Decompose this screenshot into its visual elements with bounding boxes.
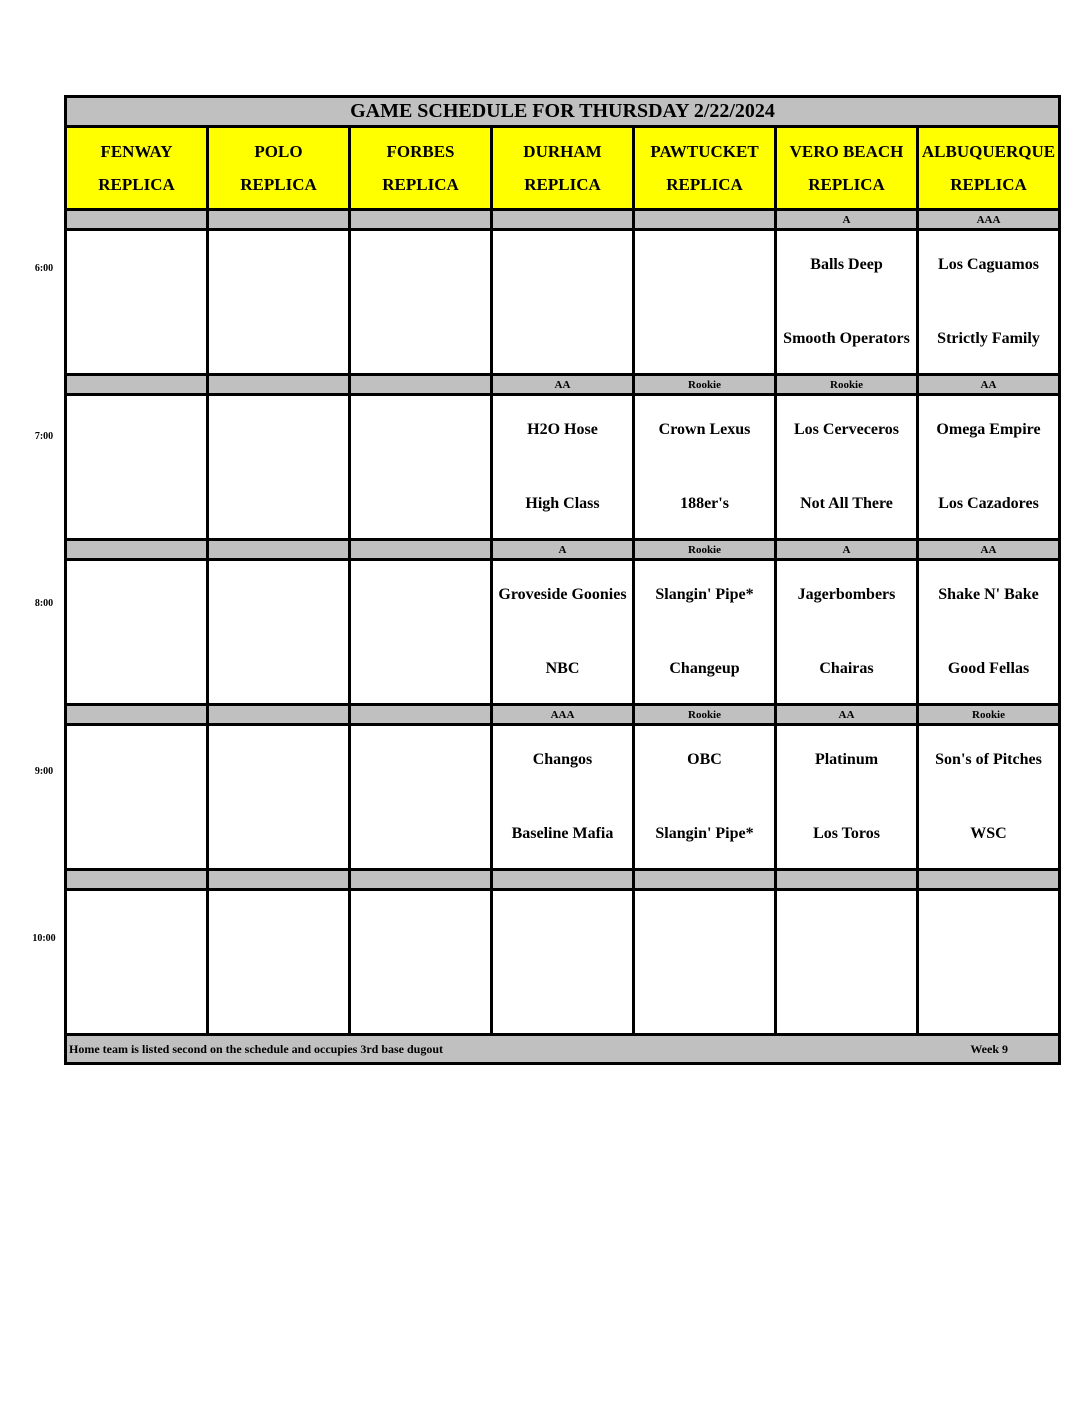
home-team: Slangin' Pipe* — [655, 825, 754, 842]
game-cell — [492, 560, 634, 705]
field-name: PAWTUCKET — [650, 142, 759, 161]
away-team: Slangin' Pipe* — [655, 586, 754, 603]
level-label: A — [776, 210, 918, 230]
home-team: Baseline Mafia — [511, 825, 614, 842]
away-team: Changos — [532, 751, 593, 768]
page-title: GAME SCHEDULE FOR THURSDAY 2/22/2024 — [66, 97, 1060, 127]
game-cell — [918, 230, 1060, 375]
game-cell — [350, 725, 492, 870]
field-header-row — [66, 127, 1060, 210]
level-label: AAA — [492, 705, 634, 725]
game-cell — [492, 230, 634, 375]
game-cell — [634, 725, 776, 870]
field-name: DURHAM — [523, 142, 602, 161]
game-cell — [634, 230, 776, 375]
away-team: Los Cerveceros — [794, 421, 899, 438]
away-team: Los Caguamos — [938, 256, 1039, 273]
time-label: 7:00 — [34, 430, 54, 442]
level-row — [66, 870, 1060, 890]
game-cell — [350, 395, 492, 540]
game-cell — [66, 560, 208, 705]
level-label — [350, 705, 492, 725]
home-team: Los Toros — [813, 825, 880, 842]
time-label: 10:00 — [32, 933, 56, 944]
home-team: 188er's — [680, 495, 729, 512]
game-cell — [350, 560, 492, 705]
title-row — [66, 97, 1060, 127]
away-team: Son's of Pitches — [935, 751, 1042, 768]
level-label — [208, 870, 350, 890]
level-label — [350, 540, 492, 560]
game-cell — [776, 230, 918, 375]
away-team: Omega Empire — [936, 421, 1041, 438]
away-team: H2O Hose — [527, 421, 598, 438]
field-header — [492, 127, 634, 210]
level-label — [66, 375, 208, 395]
level-label — [918, 870, 1060, 890]
field-subtitle: REPLICA — [666, 175, 743, 194]
level-row — [66, 375, 1060, 395]
game-cell — [492, 395, 634, 540]
field-header — [350, 127, 492, 210]
level-label — [492, 210, 634, 230]
level-label — [492, 870, 634, 890]
home-team: NBC — [545, 660, 580, 677]
time-label: 6:00 — [34, 263, 54, 274]
game-row — [66, 725, 1060, 870]
home-team: Los Cazadores — [938, 495, 1039, 512]
level-label: AA — [918, 375, 1060, 395]
level-label: Rookie — [634, 540, 776, 560]
game-cell — [776, 725, 918, 870]
home-team: Strictly Family — [937, 330, 1040, 347]
home-team: Smooth Operators — [783, 330, 910, 347]
level-label: Rookie — [776, 375, 918, 395]
level-label: A — [776, 540, 918, 560]
game-cell — [208, 560, 350, 705]
home-team: Changeup — [669, 660, 740, 677]
time-label: 9:00 — [34, 765, 54, 777]
home-team: Good Fellas — [947, 660, 1030, 677]
field-header — [918, 127, 1060, 210]
game-cell — [918, 890, 1060, 1035]
level-label: Rookie — [634, 705, 776, 725]
level-label — [776, 870, 918, 890]
away-team: Crown Lexus — [658, 421, 751, 438]
field-subtitle: REPLICA — [98, 175, 175, 194]
game-cell — [634, 890, 776, 1035]
game-cell — [66, 725, 208, 870]
level-label — [634, 210, 776, 230]
home-team: High Class — [525, 495, 600, 512]
field-subtitle: REPLICA — [524, 175, 601, 194]
away-team: Jagerbombers — [797, 586, 896, 603]
level-row — [66, 705, 1060, 725]
away-team: OBC — [687, 751, 722, 768]
field-header — [66, 127, 208, 210]
level-label — [208, 375, 350, 395]
level-label: Rookie — [634, 375, 776, 395]
home-team: WSC — [970, 825, 1007, 842]
game-cell — [66, 230, 208, 375]
game-cell — [208, 725, 350, 870]
footer-row — [66, 1035, 1060, 1064]
game-cell — [634, 395, 776, 540]
field-subtitle: REPLICA — [950, 175, 1027, 194]
home-team: Not All There — [800, 495, 893, 512]
level-label — [66, 210, 208, 230]
field-subtitle: REPLICA — [240, 175, 317, 194]
away-team: Platinum — [814, 751, 879, 768]
game-row — [66, 560, 1060, 705]
game-cell — [918, 395, 1060, 540]
level-label — [350, 870, 492, 890]
game-cell — [350, 230, 492, 375]
game-row — [66, 230, 1060, 375]
level-label: AA — [918, 540, 1060, 560]
level-row — [66, 540, 1060, 560]
game-cell — [66, 890, 208, 1035]
game-cell — [776, 395, 918, 540]
field-name: POLO — [254, 142, 303, 161]
level-label — [208, 705, 350, 725]
field-name: ALBUQUERQUE — [921, 142, 1056, 161]
game-cell — [492, 725, 634, 870]
game-cell — [208, 395, 350, 540]
field-subtitle: REPLICA — [808, 175, 885, 194]
footer-note: Home team is listed second on the schedule and occupies 3rd base dugout — [69, 1041, 444, 1056]
level-label: AA — [776, 705, 918, 725]
level-label — [66, 705, 208, 725]
game-cell — [208, 890, 350, 1035]
level-label: A — [492, 540, 634, 560]
game-cell — [66, 395, 208, 540]
field-name: FENWAY — [100, 142, 173, 161]
field-header — [208, 127, 350, 210]
level-label: Rookie — [918, 705, 1060, 725]
level-label: AAA — [918, 210, 1060, 230]
away-team: Shake N' Bake — [938, 586, 1039, 603]
level-label: AA — [492, 375, 634, 395]
game-row — [66, 395, 1060, 540]
away-team: Groveside Goonies — [498, 586, 627, 603]
away-team: Balls Deep — [810, 256, 883, 273]
level-row — [66, 210, 1060, 230]
home-team: Chairas — [819, 660, 874, 677]
game-cell — [918, 725, 1060, 870]
game-cell — [918, 560, 1060, 705]
field-name: VERO BEACH — [789, 142, 904, 161]
field-subtitle: REPLICA — [382, 175, 459, 194]
level-label — [350, 210, 492, 230]
level-label — [350, 375, 492, 395]
field-name: FORBES — [386, 142, 455, 161]
game-cell — [350, 890, 492, 1035]
game-cell — [776, 890, 918, 1035]
field-header — [634, 127, 776, 210]
level-label — [208, 540, 350, 560]
level-label — [634, 870, 776, 890]
level-label — [66, 870, 208, 890]
game-row — [66, 890, 1060, 1035]
game-cell — [492, 890, 634, 1035]
field-header — [776, 127, 918, 210]
level-label — [66, 540, 208, 560]
game-cell — [208, 230, 350, 375]
time-label: 8:00 — [34, 598, 54, 609]
schedule-table — [64, 95, 1061, 1065]
level-label — [208, 210, 350, 230]
game-cell — [634, 560, 776, 705]
week-label: Week 9 — [970, 1041, 1008, 1056]
game-cell — [776, 560, 918, 705]
